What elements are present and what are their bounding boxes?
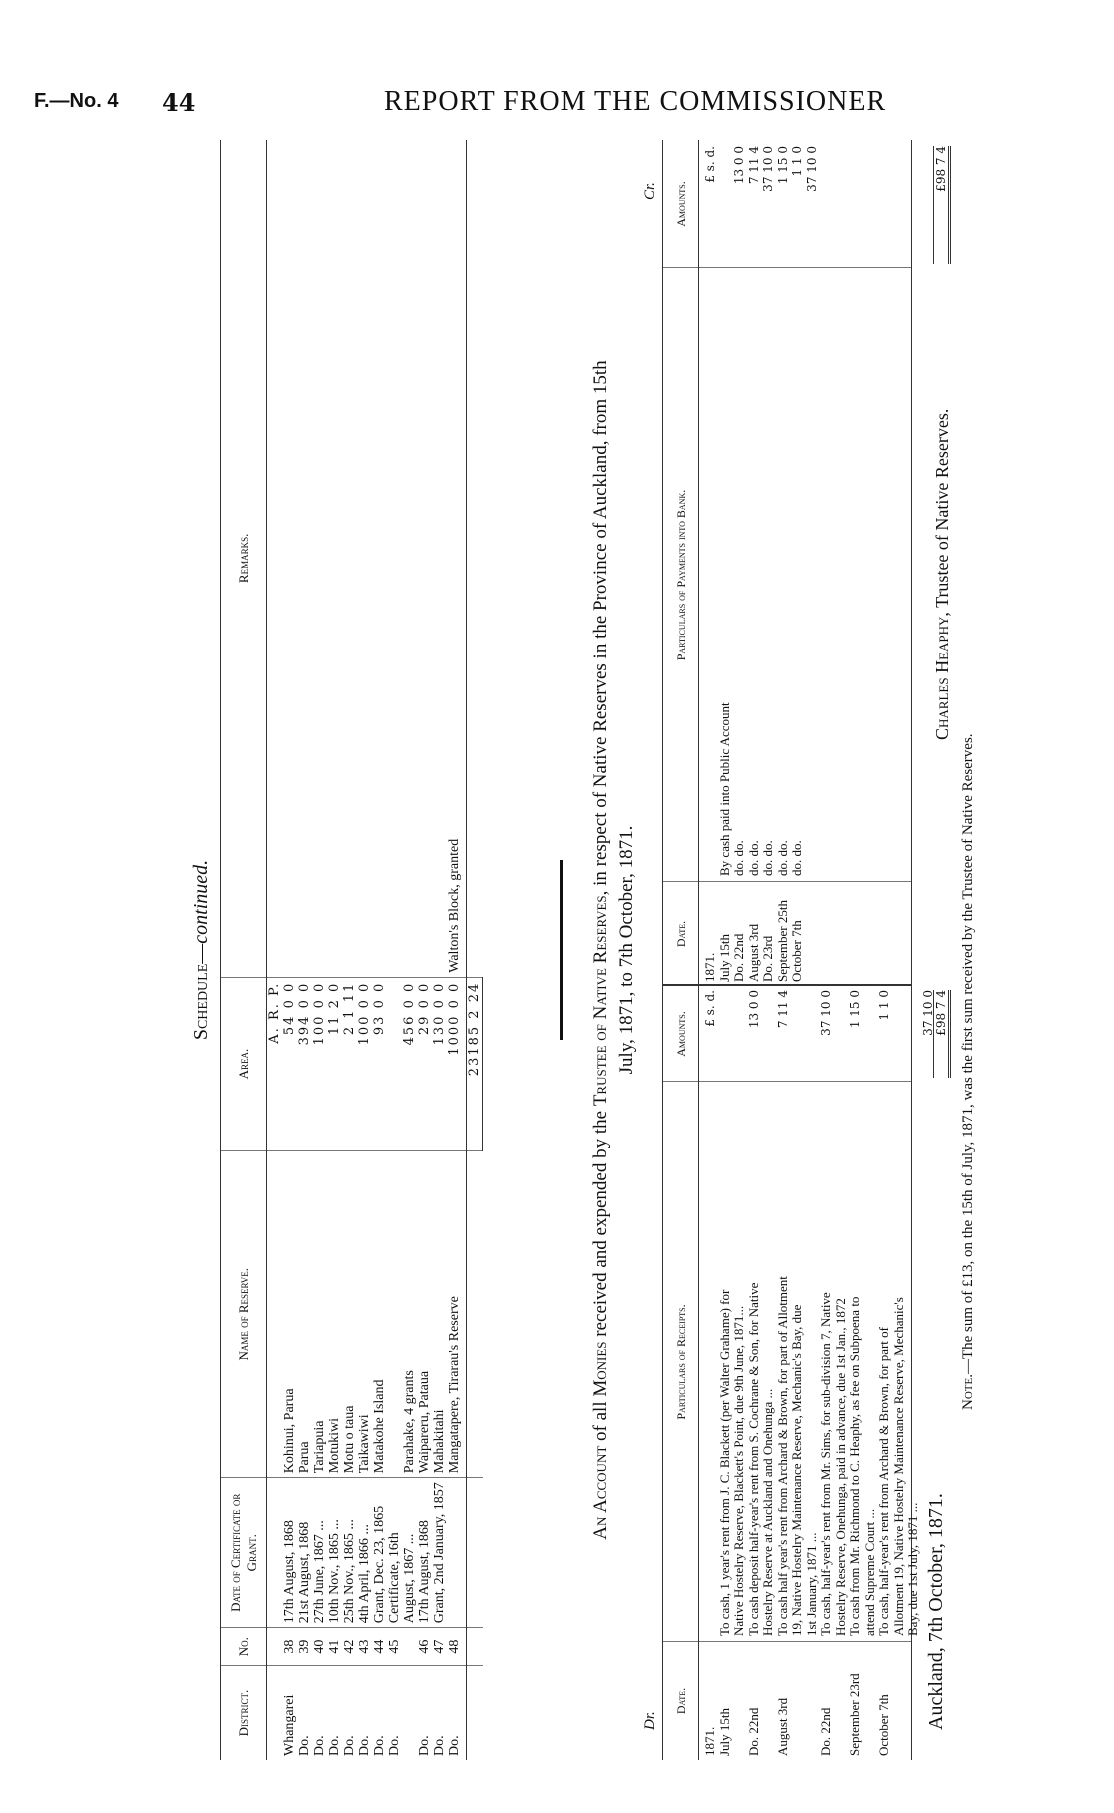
schedule-cell-name: Mangatapere, Tirarau's Reserve: [447, 1151, 467, 1478]
payment-amount: 37 10 0: [761, 146, 775, 192]
payment-date: 1871.: [702, 952, 717, 982]
schedule-cell-date: Grant, 2nd January, 1857: [432, 1478, 447, 1628]
schedule-cell-name: Matakohe Island: [372, 1151, 387, 1478]
schedule-row: [417, 140, 432, 1760]
footnote: Note.—The sum of £13, on the 15th of July, 1871, was the first sum received by the Trustee of Native Reserves.: [960, 733, 976, 1410]
schedule-cell-date: 17th August, 1868: [282, 1478, 297, 1628]
schedule-row: [282, 140, 297, 1760]
col-date: Date of Certificate or Grant.: [221, 1478, 267, 1628]
col-area: Area.: [221, 977, 267, 1151]
payment-particulars: do. do.: [731, 840, 746, 876]
column-rule: [663, 1081, 911, 1082]
document-reference: F.—No. 4: [34, 90, 119, 112]
receipt-date: Do. 22nd: [745, 1707, 761, 1756]
schedule-total-blank: [467, 1666, 483, 1760]
schedule-cell-name: Parahake, 4 grants: [402, 1151, 417, 1478]
receipt-date: 1871.: [702, 1726, 717, 1756]
payment-particulars: do. do.: [760, 840, 775, 876]
header-r-amt: Amounts.: [663, 986, 699, 1082]
receipt-particulars: 1st January, 1871 ...: [803, 1532, 819, 1636]
schedule-cell-area: 29 0 0: [417, 977, 432, 1151]
schedule-row: [447, 140, 467, 1760]
schedule-header-row: [221, 140, 267, 1760]
schedule-cell-area: 2 1 11: [342, 977, 357, 1151]
receipt-particulars: Hostelry Reserve at Auckland and Onehunga ...: [760, 1388, 775, 1636]
schedule-cell-no: 47: [432, 1628, 447, 1666]
schedule-cell-no: 40: [312, 1628, 327, 1666]
receipt-amount: 7 11 4: [775, 990, 790, 1029]
schedule-cell-no: 41: [327, 1628, 342, 1666]
schedule-cell-area: 11 2 0: [327, 977, 342, 1151]
schedule-cell-district: Do.: [372, 1735, 387, 1756]
area-units-row: [267, 140, 283, 1760]
schedule-cell-area: 130 0 0: [432, 977, 447, 1151]
schedule-cell-district: Do.: [327, 1735, 342, 1756]
receipt-date: July 15th: [716, 1707, 732, 1756]
payment-date: Do. 22nd: [731, 933, 746, 982]
receipt-amount: 13 0 0: [746, 990, 761, 1029]
schedule-row: [357, 140, 372, 1760]
receipts-lsd-header: £ s. d.: [703, 990, 717, 1027]
col-remarks: Remarks.: [221, 140, 267, 977]
payment-date: July 15th: [716, 933, 732, 982]
schedule-cell-remarks: [402, 140, 417, 977]
receipt-particulars: Bay, due 1st July, 1871 ...: [905, 1502, 920, 1636]
schedule-cell-area: 54 0 0: [282, 977, 297, 1151]
schedule-cell-remarks: [312, 140, 327, 977]
col-no: No.: [221, 1628, 267, 1666]
schedule-row: [327, 140, 342, 1760]
payment-date: September 25th: [774, 900, 790, 982]
schedule-cell-district: Whangarei: [282, 1694, 297, 1756]
schedule-cell-no: 43: [357, 1628, 372, 1666]
receipts-total: £98 7 4: [933, 990, 952, 1078]
header-r-date: Date.: [663, 1642, 699, 1760]
schedule-cell-date: Certificate, 16th: [387, 1478, 402, 1628]
schedule-cell-district: Do.: [342, 1735, 357, 1756]
column-rule: [663, 984, 911, 986]
schedule-cell-no: 42: [342, 1628, 357, 1666]
receipt-amount: 1 1 0: [877, 990, 891, 1021]
header-p-amt: Amounts.: [663, 140, 699, 268]
schedule-cell-remarks: [327, 140, 342, 977]
signature: Charles Heaphy, Trustee of Native Reserves.: [932, 408, 952, 740]
schedule-cell-no: 38: [282, 1628, 297, 1666]
receipt-date: September 23rd: [847, 1673, 862, 1756]
schedule-total-row: [467, 140, 483, 1760]
schedule-cell-date: 21st August, 1868: [297, 1478, 312, 1628]
schedule-cell-name: Parua: [297, 1151, 312, 1478]
schedule-cell-name: Tariapuia: [312, 1151, 327, 1478]
receipt-particulars: attend Supreme Court ...: [861, 1508, 877, 1636]
receipt-particulars: Allotment 19, Native Hostelry Maintenance Reserve, Mechanic's: [890, 1297, 906, 1636]
schedule-row: [372, 140, 387, 1760]
page-number: 44: [162, 88, 196, 117]
receipt-date: August 3rd: [774, 1697, 790, 1756]
payments-lsd-header: £ s. d.: [703, 146, 717, 183]
schedule-cell-area: 394 0 0: [297, 977, 312, 1151]
column-rule: [663, 267, 911, 268]
receipt-particulars: 19, Native Hostelry Maintenance Reserve, Mechanic's Bay, due: [789, 1304, 804, 1636]
schedule-cell-name: Motukiwi: [327, 1151, 342, 1478]
schedule-cell-area: 93 0 0: [372, 977, 387, 1151]
schedule-cell-name: Motu o taua: [342, 1151, 357, 1478]
schedule-cell-no: 39: [297, 1628, 312, 1666]
schedule-cell-name: Taikawiwi: [357, 1151, 372, 1478]
schedule-cell-area: 100 0 0: [357, 977, 372, 1151]
payment-particulars: By cash paid into Public Account: [716, 702, 732, 876]
schedule-cell-name: Mahakitahi: [432, 1151, 447, 1478]
payment-particulars: do. do.: [774, 840, 790, 876]
receipt-date: Do. 22nd: [818, 1707, 833, 1756]
schedule-row: [297, 140, 312, 1760]
receipt-particulars: To cash deposit half-year's rent from S. Cochrane & Son, for Native: [745, 1282, 761, 1636]
schedule-total-blank: [467, 140, 483, 977]
schedule-cell-remarks: [372, 140, 387, 977]
schedule-cell-date: 10th Nov., 1865 ...: [327, 1478, 342, 1628]
schedule-cell-area: [387, 977, 402, 1151]
schedule-cell-district: Do.: [357, 1735, 372, 1756]
schedule-total-blank: [467, 1151, 483, 1478]
schedule-cell-area: 456 0 0: [402, 977, 417, 1151]
place-date: Auckland, 7th October, 1871.: [925, 1493, 947, 1730]
receipt-particulars: To cash half year's rent from Archard & Brown, for part of Allotment: [774, 1276, 790, 1636]
schedule-cell-area: 1000 0 0: [447, 977, 467, 1151]
payment-particulars: do. do.: [745, 840, 761, 876]
col-district: District.: [221, 1666, 267, 1760]
receipt-amount: 1 15 0: [848, 990, 862, 1029]
payment-amount: 37 10 0: [804, 146, 819, 192]
schedule-total-area: 23185 2 24: [467, 977, 483, 1151]
payment-date: August 3rd: [745, 923, 761, 982]
schedule-cell-date: 17th August, 1868: [417, 1478, 432, 1628]
schedule-cell-remarks: Walton's Block, granted: [447, 140, 467, 977]
schedule-row: [342, 140, 357, 1760]
schedule-cell-date: 4th April, 1866 ...: [357, 1478, 372, 1628]
schedule-cell-district: Do.: [312, 1735, 327, 1756]
payment-amount: 7 11 4: [746, 146, 761, 185]
schedule-cell-name: Waipareru, Pataua: [417, 1151, 432, 1478]
schedule-cell-remarks: [342, 140, 357, 977]
header-r-text: Particulars of Receipts.: [663, 1082, 699, 1642]
schedule-cell-date: 27th June, 1867 ...: [312, 1478, 327, 1628]
header-p-text: Particulars of Payments into Bank.: [663, 268, 699, 882]
schedule-row: [312, 140, 327, 1760]
receipt-amount: 37 10 0: [819, 990, 833, 1036]
schedule-cell-date: 25th Nov., 1865 ...: [342, 1478, 357, 1628]
payment-amount: 1 1 0: [790, 146, 804, 177]
receipt-particulars: Native Hostelry Reserve, Blackett's Point, due 9th June, 1871...: [731, 1305, 746, 1636]
schedule-table: [220, 140, 483, 1760]
schedule-cell-district: Do.: [447, 1666, 467, 1760]
schedule-cell-no: [402, 1628, 417, 1666]
receipt-particulars: To cash, half-year's rent from Mr. Sims, for sub-division 7, Native: [818, 1292, 833, 1636]
schedule-cell-remarks: [297, 140, 312, 977]
schedule-cell-no: 46: [417, 1628, 432, 1666]
schedule-cell-district: [402, 1666, 417, 1760]
schedule-cell-remarks: [417, 140, 432, 977]
payment-amount: 1 15 0: [775, 146, 790, 185]
receipt-particulars: To cash, 1 year's rent from J. C. Blackett (per Walter Grahame) for: [716, 1289, 732, 1636]
column-rule: [663, 1641, 911, 1642]
payment-amount: 13 0 0: [732, 146, 746, 185]
schedule-cell-date: [447, 1478, 467, 1628]
debit-label: Dr.: [642, 1711, 658, 1730]
credit-label: Cr.: [642, 182, 658, 200]
receipt-amount: 37 10 0: [920, 990, 935, 1036]
rotated-page-content: [190, 140, 1060, 1760]
account-title: An Account of all Monies received and expended by the Trustee of Native Reserves, in respect of Native Reserves in the Province of Auckland, from 15th July, 1871, to 7th October, 1871.: [590, 360, 637, 1540]
payment-date: Do. 23rd: [760, 935, 775, 982]
payment-date: October 7th: [789, 920, 804, 982]
receipt-particulars: To cash from Mr. Richmond to C. Heaphy, as fee on Subpoena to: [847, 1296, 862, 1636]
receipt-particulars: Hostelry Reserve, Onehunga, paid in advance, due 1st Jan., 1872: [832, 1298, 848, 1636]
schedule-cell-remarks: [387, 140, 402, 977]
schedule-cell-district: Do.: [297, 1735, 312, 1756]
schedule-row: [387, 140, 402, 1760]
area-units: A. R. P.: [267, 977, 283, 1151]
schedule-cell-district: Do.: [387, 1735, 402, 1756]
receipt-date: October 7th: [876, 1694, 891, 1756]
section-divider: [560, 860, 563, 1040]
schedule-cell-no: 44: [372, 1628, 387, 1666]
page-header: [20, 86, 1094, 126]
schedule-cell-remarks: [282, 140, 297, 977]
payments-total: £98 7 4: [933, 146, 952, 264]
payment-particulars: do. do.: [789, 840, 804, 876]
schedule-cell-no: 48: [447, 1628, 467, 1666]
schedule-cell-area: 100 0 0: [312, 977, 327, 1151]
schedule-cell-remarks: [357, 140, 372, 977]
schedule-total-blank: [467, 1628, 483, 1666]
schedule-cell-remarks: [432, 140, 447, 977]
schedule-cell-date: Grant, Dec. 23, 1865: [372, 1478, 387, 1628]
header-p-date: Date.: [663, 882, 699, 986]
schedule-cell-district: Do.: [432, 1735, 447, 1756]
schedule-title: Schedule—continued.: [190, 859, 212, 1041]
schedule-cell-district: Do.: [417, 1735, 432, 1756]
col-name: Name of Reserve.: [221, 1151, 267, 1478]
receipt-particulars: To cash, half-year's rent from Archard & Brown, for part of: [876, 1327, 891, 1636]
schedule-cell-name: [387, 1151, 402, 1478]
schedule-total-blank: [467, 1478, 483, 1628]
schedule-row: [432, 140, 447, 1760]
schedule-cell-no: 45: [387, 1628, 402, 1666]
schedule-row: [402, 140, 417, 1760]
schedule-cell-name: Kohinui, Parua: [282, 1151, 297, 1478]
running-title: REPORT FROM THE COMMISSIONER: [384, 86, 887, 117]
schedule-cell-date: August, 1867 ...: [402, 1478, 417, 1628]
